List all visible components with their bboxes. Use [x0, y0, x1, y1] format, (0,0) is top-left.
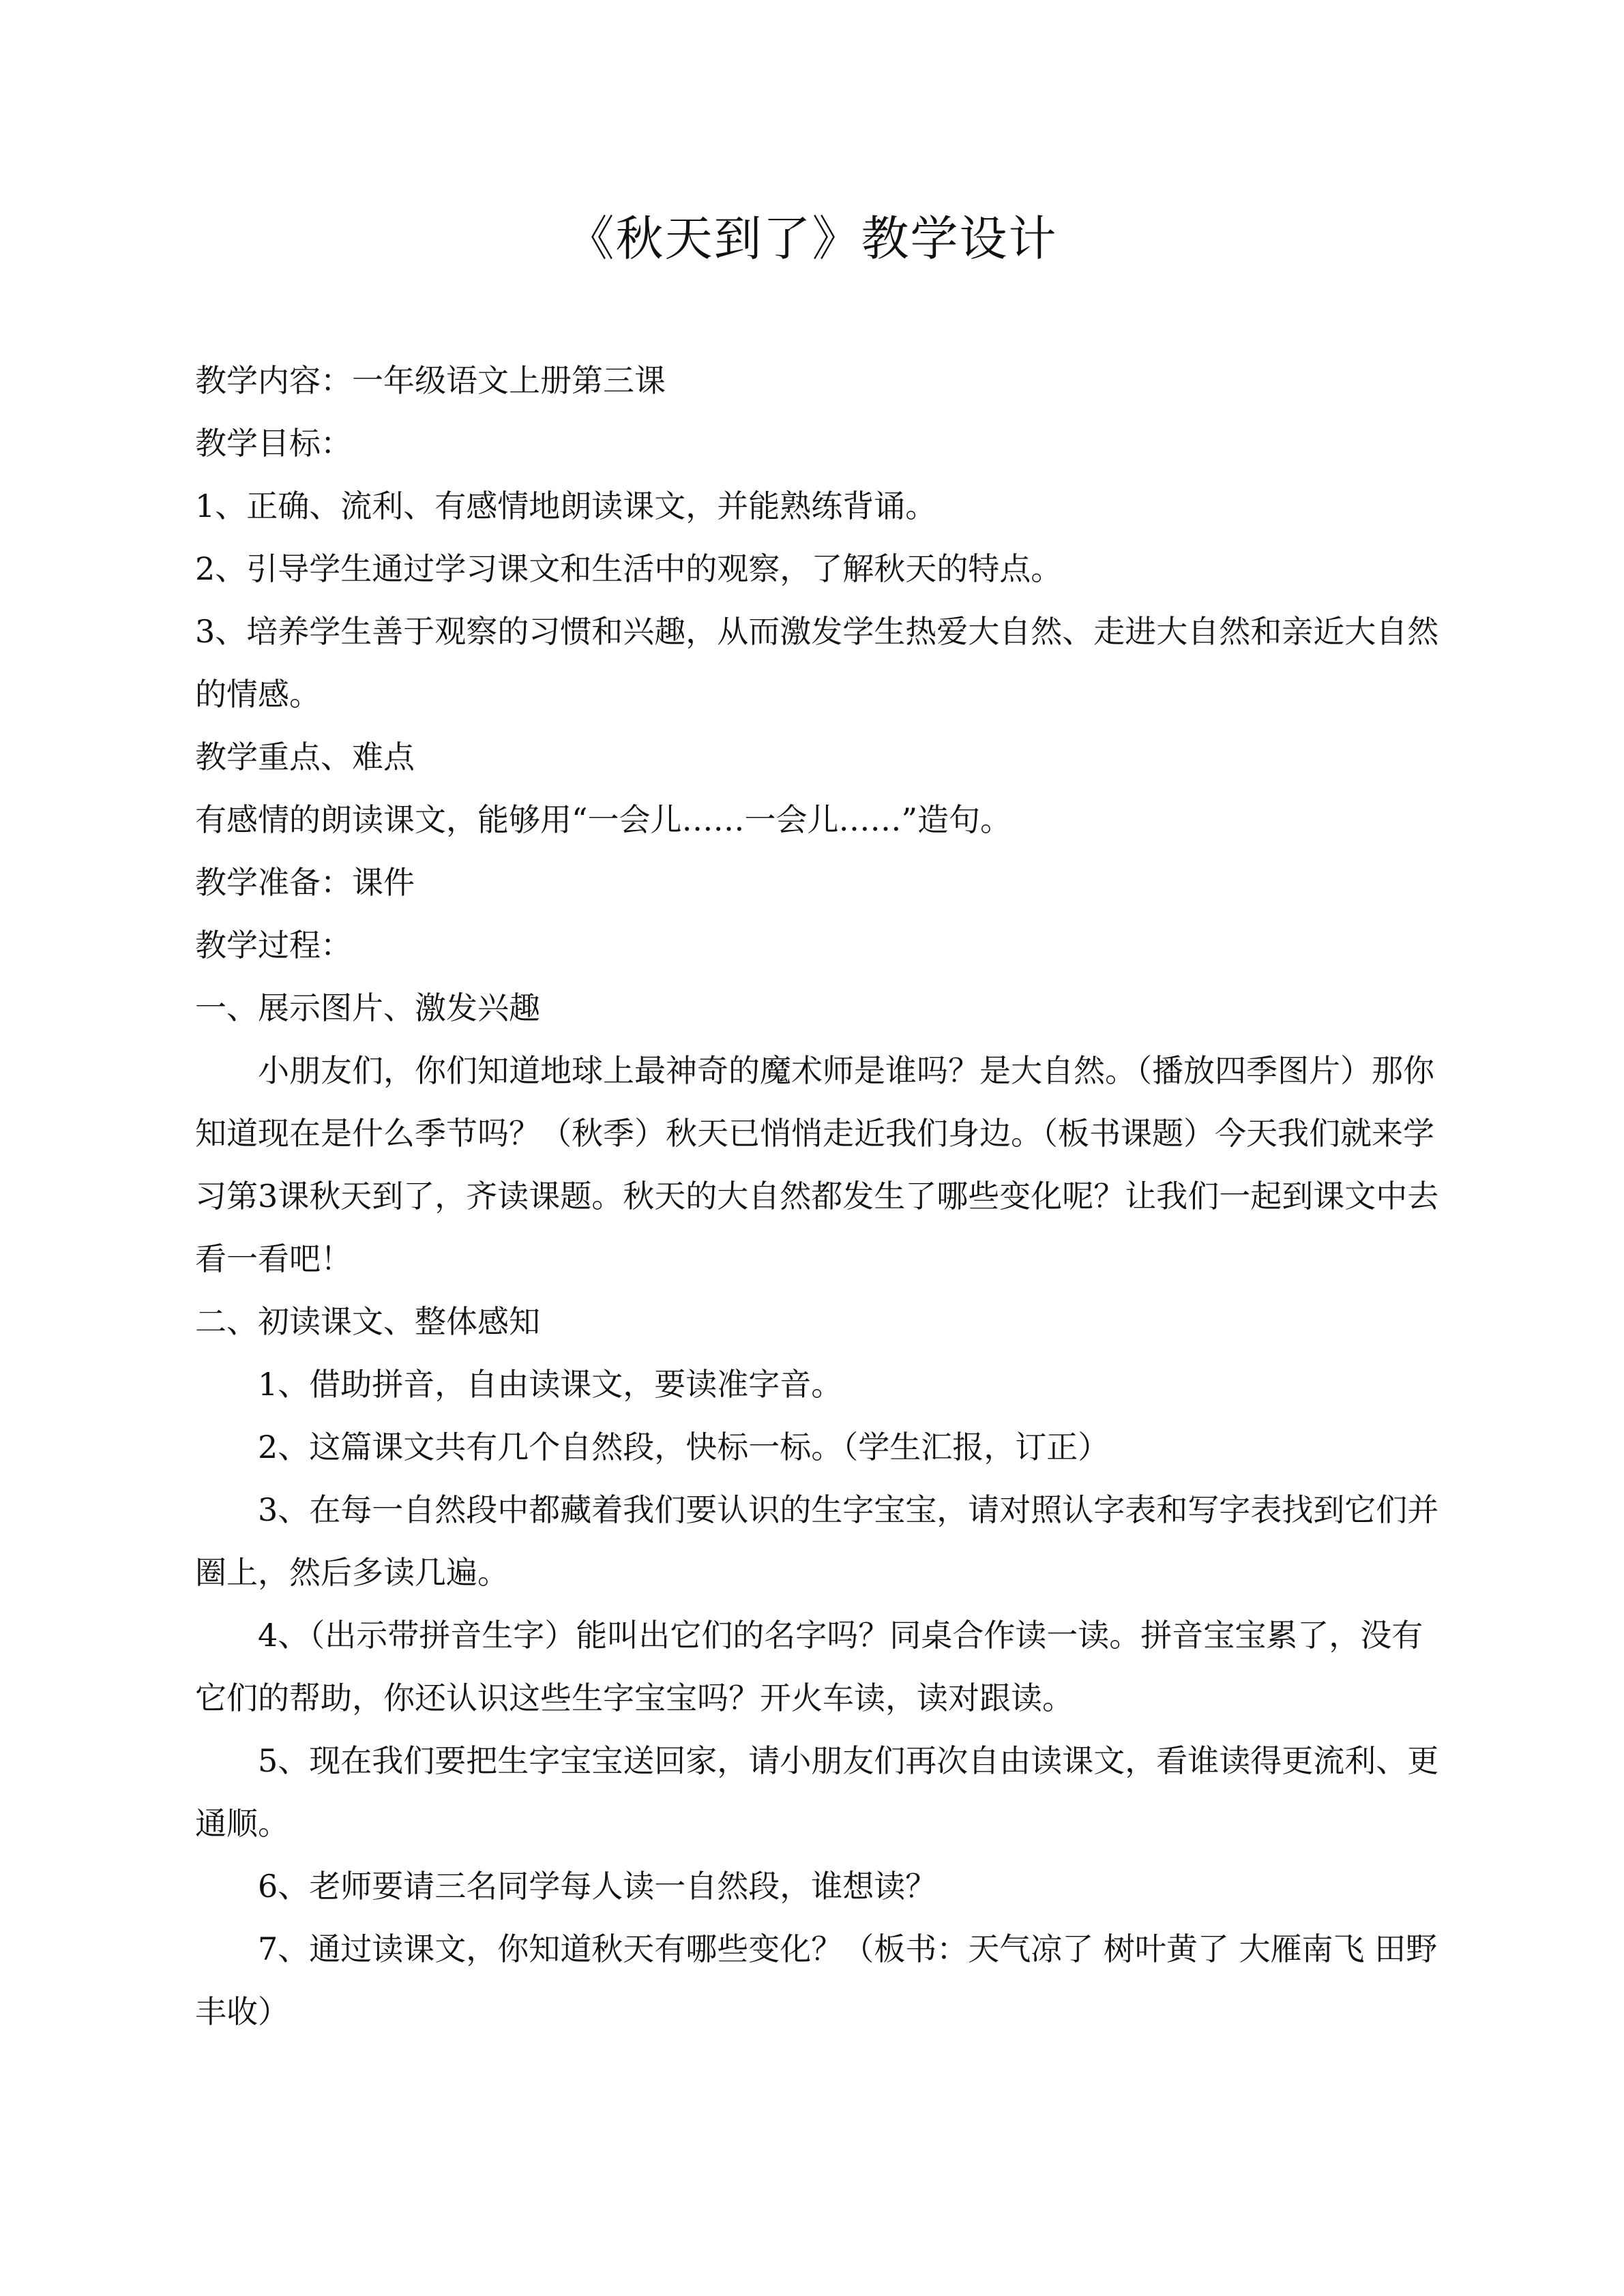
page-title: 《秋天到了》教学设计: [566, 211, 1058, 267]
section-1-paragraph: 小朋友们，你们知道地球上最神奇的魔术师是谁吗？是大自然。（播放四季图片）那你知道现在是什么季节吗？（秋季）秋天已悄悄走近我们身边。（板书课题）今天我们就来学习第3课秋天到了，齐读课题。秋天的大自然都发生了哪些变化呢？让我们一起到课文中去看一看吧！: [195, 1052, 1439, 1277]
teaching-content: 教学内容：一年级语文上册第三课: [195, 362, 666, 399]
process-heading: 教学过程：: [195, 927, 352, 964]
key-points-text: 有感情的朗读课文，能够用“一会儿……一会儿……”造句。: [195, 801, 1012, 838]
goal-1: 1、正确、流利、有感情地朗读课文，并能熟练背诵。: [195, 488, 937, 524]
goal-2: 2、引导学生通过学习课文和生活中的观察，了解秋天的特点。: [195, 550, 1063, 587]
key-points-heading: 教学重点、难点: [195, 739, 415, 775]
teaching-preparation: 教学准备：课件: [195, 864, 415, 901]
step-7: 7、通过读课文，你知道秋天有哪些变化？（板书：天气凉了 树叶黄了 大雁南飞 田野丰收）: [195, 1930, 1438, 2030]
step-5: 5、现在我们要把生字宝宝送回家，请小朋友们再次自由读课文，看谁读得更流利、更通顺。: [195, 1742, 1439, 1842]
step-3: 3、在每一自然段中都藏着我们要认识的生字宝宝，请对照认字表和写字表找到它们并圈上，然后多读几遍。: [195, 1491, 1439, 1591]
section-1-heading: 一、展示图片、激发兴趣: [195, 989, 540, 1026]
step-4: 4、（出示带拼音生字）能叫出它们的名字吗？同桌合作读一读。拼音宝宝累了，没有它们的帮助，你还认识这些生字宝宝吗？开火车读，读对跟读。: [195, 1617, 1423, 1716]
step-1: 1、借助拼音，自由读课文，要读准字音。: [258, 1366, 843, 1403]
section-2-heading: 二、初读课文、整体感知: [195, 1303, 540, 1340]
goals-heading: 教学目标：: [195, 425, 352, 462]
step-6: 6、老师要请三名同学每人读一自然段，谁想读？: [258, 1868, 937, 1905]
step-2: 2、这篇课文共有几个自然段，快标一标。（学生汇报，订正）: [258, 1429, 1110, 1465]
goal-3: 3、培养学生善于观察的习惯和兴趣，从而激发学生热爱大自然、走进大自然和亲近大自然的情感。: [195, 613, 1439, 713]
document-body: [195, 349, 1443, 2043]
